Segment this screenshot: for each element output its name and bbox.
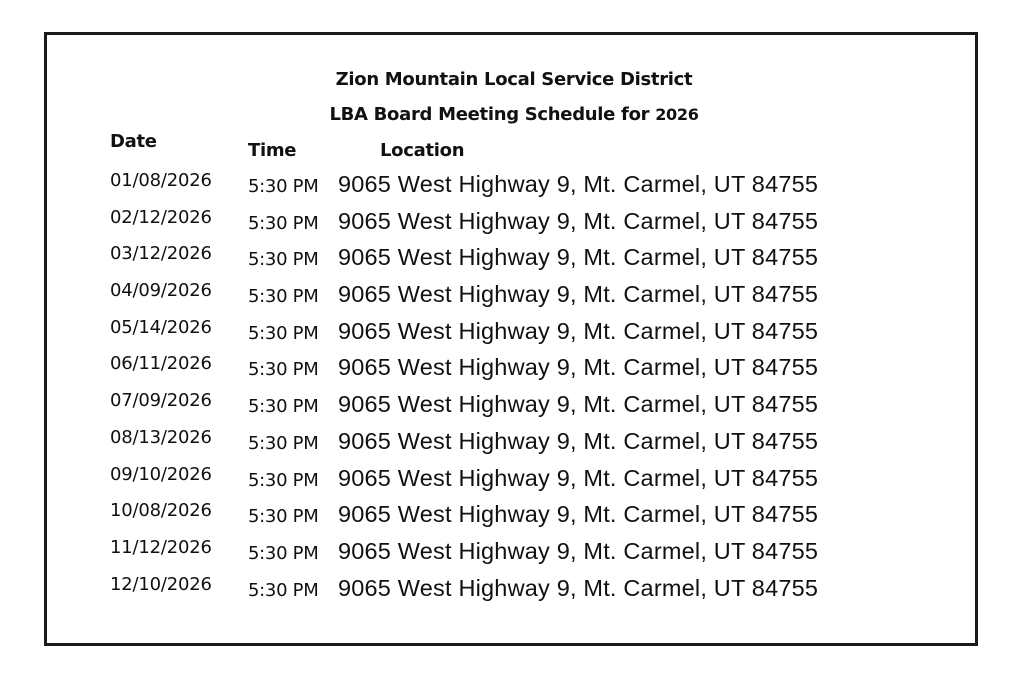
- meeting-time: 5:30 PM: [248, 249, 319, 271]
- meeting-date: 06/11/2026: [110, 353, 212, 375]
- document-subtitle: [44, 104, 984, 125]
- meeting-date: 02/12/2026: [110, 206, 212, 228]
- meeting-time: 5:30 PM: [248, 432, 319, 454]
- meeting-row: [0, 386, 1024, 423]
- meeting-row: [0, 349, 1024, 386]
- meeting-date: 11/12/2026: [110, 536, 212, 558]
- meeting-date: 07/09/2026: [110, 390, 212, 412]
- document-title: [44, 69, 984, 90]
- meeting-time: 5:30 PM: [248, 579, 319, 601]
- title-line-1: Zion Mountain Local Service District: [335, 69, 693, 90]
- meeting-row: [0, 423, 1024, 460]
- meeting-row: [0, 496, 1024, 533]
- meeting-location: 9065 West Highway 9, Mt. Carmel, UT 84755: [338, 354, 819, 381]
- meeting-time: 5:30 PM: [248, 359, 319, 381]
- meeting-location: 9065 West Highway 9, Mt. Carmel, UT 84755: [338, 207, 819, 234]
- meeting-date: 09/10/2026: [110, 463, 212, 485]
- meeting-row: [0, 276, 1024, 313]
- meeting-time: 5:30 PM: [248, 286, 319, 308]
- column-header-location: Location: [380, 140, 465, 161]
- meeting-date: 10/08/2026: [110, 500, 212, 522]
- meeting-location: 9065 West Highway 9, Mt. Carmel, UT 84755: [338, 501, 819, 528]
- meeting-location: 9065 West Highway 9, Mt. Carmel, UT 84755: [338, 391, 819, 418]
- meeting-row: [0, 533, 1024, 570]
- meeting-time: 5:30 PM: [248, 542, 319, 564]
- meeting-time: 5:30 PM: [248, 322, 319, 344]
- meeting-location: 9065 West Highway 9, Mt. Carmel, UT 84755: [338, 171, 819, 197]
- title-line-2: LBA Board Meeting Schedule for: [329, 104, 650, 125]
- column-header-date: Date: [110, 131, 157, 152]
- meeting-time: 5:30 PM: [248, 212, 319, 234]
- meeting-time: 5:30 PM: [248, 469, 319, 491]
- meeting-time: 5:30 PM: [248, 506, 319, 528]
- title-year: 2026: [655, 105, 699, 124]
- meeting-location: 9065 West Highway 9, Mt. Carmel, UT 84755: [338, 427, 819, 454]
- meeting-date: 04/09/2026: [110, 280, 212, 302]
- meeting-row: [0, 313, 1024, 350]
- meeting-date: 05/14/2026: [110, 316, 212, 338]
- meeting-location: 9065 West Highway 9, Mt. Carmel, UT 84755: [338, 317, 819, 344]
- meeting-location: 9065 West Highway 9, Mt. Carmel, UT 84755: [338, 281, 819, 308]
- meeting-schedule-table: [0, 166, 1024, 606]
- meeting-date: 12/10/2026: [110, 573, 212, 595]
- meeting-row: [0, 460, 1024, 497]
- meeting-time: 5:30 PM: [248, 396, 319, 418]
- meeting-date: 08/13/2026: [110, 426, 212, 448]
- meeting-location: 9065 West Highway 9, Mt. Carmel, UT 84755: [338, 537, 819, 564]
- meeting-date: 01/08/2026: [110, 170, 212, 191]
- meeting-row: [0, 570, 1024, 607]
- meeting-row: [0, 239, 1024, 276]
- meeting-time: 5:30 PM: [248, 176, 319, 197]
- meeting-row: [0, 166, 1024, 203]
- column-header-time: Time: [248, 140, 297, 161]
- meeting-row: [0, 203, 1024, 240]
- meeting-date: 03/12/2026: [110, 243, 212, 265]
- meeting-location: 9065 West Highway 9, Mt. Carmel, UT 84755: [338, 244, 819, 271]
- meeting-location: 9065 West Highway 9, Mt. Carmel, UT 84755: [338, 574, 819, 601]
- meeting-location: 9065 West Highway 9, Mt. Carmel, UT 84755: [338, 464, 819, 491]
